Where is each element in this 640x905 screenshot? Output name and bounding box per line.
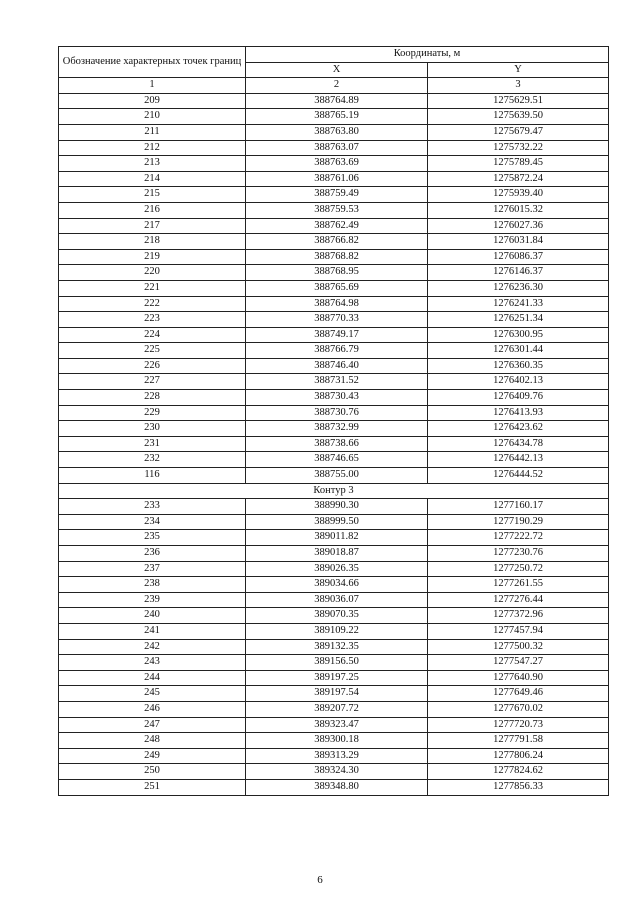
point-number-cell: 209 [59,93,246,109]
table-row [59,249,609,265]
point-number-cell: 217 [59,218,246,234]
table-row [59,670,609,686]
y-coordinate-cell: 1276434.78 [428,436,609,452]
table-row [59,327,609,343]
x-column-header: X [246,62,428,78]
y-coordinate-cell: 1275789.45 [428,156,609,172]
point-number-cell: 234 [59,514,246,530]
y-coordinate-cell: 1276402.13 [428,374,609,390]
y-coordinate-cell: 1276015.32 [428,202,609,218]
table-row [59,374,609,390]
table-row [59,312,609,328]
point-number-cell: 239 [59,592,246,608]
x-coordinate-cell: 389156.50 [246,655,428,671]
table-row [59,592,609,608]
y-coordinate-cell: 1277457.94 [428,623,609,639]
x-coordinate-cell: 388755.00 [246,468,428,484]
y-coordinate-cell: 1276442.13 [428,452,609,468]
x-coordinate-cell: 389018.87 [246,546,428,562]
x-coordinate-cell: 389197.25 [246,670,428,686]
table-row [59,109,609,125]
point-number-cell: 222 [59,296,246,312]
table-row [59,514,609,530]
y-coordinate-cell: 1277160.17 [428,499,609,515]
point-number-cell: 236 [59,546,246,562]
table-row [59,561,609,577]
x-coordinate-cell: 389348.80 [246,779,428,795]
table-row [59,171,609,187]
y-coordinate-cell: 1277791.58 [428,733,609,749]
y-coordinate-cell: 1276409.76 [428,390,609,406]
y-coordinate-cell: 1277190.29 [428,514,609,530]
y-coordinate-cell: 1275639.50 [428,109,609,125]
point-number-cell: 244 [59,670,246,686]
section-row [59,483,609,499]
table-row [59,452,609,468]
y-coordinate-cell: 1277720.73 [428,717,609,733]
x-coordinate-cell: 388766.82 [246,234,428,250]
y-coordinate-cell: 1277230.76 [428,546,609,562]
point-number-cell: 240 [59,608,246,624]
y-coordinate-cell: 1276413.93 [428,405,609,421]
x-coordinate-cell: 388761.06 [246,171,428,187]
y-coordinate-cell: 1276031.84 [428,234,609,250]
point-number-cell: 241 [59,623,246,639]
x-coordinate-cell: 388763.80 [246,124,428,140]
column-number-3: 3 [428,78,609,94]
x-coordinate-cell: 388749.17 [246,327,428,343]
table-row [59,405,609,421]
point-number-cell: 226 [59,358,246,374]
table-row [59,717,609,733]
x-coordinate-cell: 388763.69 [246,156,428,172]
x-coordinate-cell: 389011.82 [246,530,428,546]
table-row [59,265,609,281]
table-body [59,93,609,795]
table-row [59,140,609,156]
table-row [59,655,609,671]
x-coordinate-cell: 388738.66 [246,436,428,452]
y-coordinate-cell: 1277372.96 [428,608,609,624]
x-coordinate-cell: 388768.95 [246,265,428,281]
y-coordinate-cell: 1277824.62 [428,764,609,780]
table-row [59,499,609,515]
y-coordinate-cell: 1275872.24 [428,171,609,187]
y-coordinate-cell: 1276360.35 [428,358,609,374]
point-number-cell: 245 [59,686,246,702]
coordinates-table [58,46,609,796]
table-row [59,608,609,624]
point-number-cell: 224 [59,327,246,343]
point-number-cell: 248 [59,733,246,749]
y-coordinate-cell: 1276241.33 [428,296,609,312]
point-number-cell: 235 [59,530,246,546]
x-coordinate-cell: 388770.33 [246,312,428,328]
y-coordinate-cell: 1275629.51 [428,93,609,109]
y-coordinate-cell: 1276027.36 [428,218,609,234]
point-number-cell: 243 [59,655,246,671]
y-coordinate-cell: 1277806.24 [428,748,609,764]
point-number-cell: 233 [59,499,246,515]
table-row [59,701,609,717]
table-row [59,358,609,374]
y-coordinate-cell: 1277649.46 [428,686,609,702]
point-designation-header: Обозначение характерных точек границ [59,47,246,78]
x-coordinate-cell: 389034.66 [246,577,428,593]
table-row [59,187,609,203]
table-row [59,93,609,109]
y-coordinate-cell: 1277640.90 [428,670,609,686]
x-coordinate-cell: 388732.99 [246,421,428,437]
point-number-cell: 214 [59,171,246,187]
x-coordinate-cell: 389197.54 [246,686,428,702]
table-row [59,530,609,546]
table-row [59,733,609,749]
point-number-cell: 215 [59,187,246,203]
y-coordinate-cell: 1277261.55 [428,577,609,593]
point-number-cell: 232 [59,452,246,468]
section-label: Контур 3 [59,483,609,499]
x-coordinate-cell: 388731.52 [246,374,428,390]
x-coordinate-cell: 388764.89 [246,93,428,109]
point-number-cell: 223 [59,312,246,328]
table-row [59,234,609,250]
point-number-cell: 238 [59,577,246,593]
x-coordinate-cell: 389313.29 [246,748,428,764]
point-number-cell: 216 [59,202,246,218]
x-coordinate-cell: 389026.35 [246,561,428,577]
y-coordinate-cell: 1277222.72 [428,530,609,546]
y-coordinate-cell: 1277670.02 [428,701,609,717]
y-coordinate-cell: 1277547.27 [428,655,609,671]
y-column-header: Y [428,62,609,78]
column-number-2: 2 [246,78,428,94]
point-number-cell: 218 [59,234,246,250]
point-number-cell: 249 [59,748,246,764]
table-row [59,280,609,296]
table-row [59,686,609,702]
point-number-cell: 237 [59,561,246,577]
page-number: 6 [317,874,323,886]
point-number-cell: 211 [59,124,246,140]
y-coordinate-cell: 1276300.95 [428,327,609,343]
x-coordinate-cell: 388764.98 [246,296,428,312]
x-coordinate-cell: 389070.35 [246,608,428,624]
table-row [59,343,609,359]
point-number-cell: 116 [59,468,246,484]
x-coordinate-cell: 388746.40 [246,358,428,374]
x-coordinate-cell: 388730.43 [246,390,428,406]
table-row [59,124,609,140]
point-number-cell: 229 [59,405,246,421]
table-row [59,436,609,452]
point-number-cell: 250 [59,764,246,780]
y-coordinate-cell: 1276086.37 [428,249,609,265]
y-coordinate-cell: 1277250.72 [428,561,609,577]
y-coordinate-cell: 1275679.47 [428,124,609,140]
point-number-cell: 212 [59,140,246,156]
y-coordinate-cell: 1276444.52 [428,468,609,484]
x-coordinate-cell: 389207.72 [246,701,428,717]
x-coordinate-cell: 389324.30 [246,764,428,780]
y-coordinate-cell: 1276251.34 [428,312,609,328]
table-row [59,202,609,218]
point-number-cell: 247 [59,717,246,733]
table-row [59,639,609,655]
table-row [59,748,609,764]
y-coordinate-cell: 1276301.44 [428,343,609,359]
y-coordinate-cell: 1277856.33 [428,779,609,795]
y-coordinate-cell: 1276146.37 [428,265,609,281]
point-number-cell: 227 [59,374,246,390]
x-coordinate-cell: 388999.50 [246,514,428,530]
table-row [59,623,609,639]
x-coordinate-cell: 389323.47 [246,717,428,733]
x-coordinate-cell: 388763.07 [246,140,428,156]
point-number-cell: 219 [59,249,246,265]
x-coordinate-cell: 388766.79 [246,343,428,359]
y-coordinate-cell: 1276423.62 [428,421,609,437]
x-coordinate-cell: 388768.82 [246,249,428,265]
point-number-cell: 228 [59,390,246,406]
point-number-cell: 230 [59,421,246,437]
y-coordinate-cell: 1275732.22 [428,140,609,156]
x-coordinate-cell: 388746.65 [246,452,428,468]
table-row [59,421,609,437]
x-coordinate-cell: 388765.19 [246,109,428,125]
point-number-cell: 210 [59,109,246,125]
table-row [59,577,609,593]
x-coordinate-cell: 389036.07 [246,592,428,608]
table-header [59,47,609,94]
table-row [59,546,609,562]
point-number-cell: 220 [59,265,246,281]
point-number-cell: 242 [59,639,246,655]
point-number-cell: 213 [59,156,246,172]
table-row [59,390,609,406]
y-coordinate-cell: 1277276.44 [428,592,609,608]
x-coordinate-cell: 388765.69 [246,280,428,296]
x-coordinate-cell: 388759.49 [246,187,428,203]
table-row [59,156,609,172]
x-coordinate-cell: 388730.76 [246,405,428,421]
x-coordinate-cell: 389300.18 [246,733,428,749]
table-row [59,218,609,234]
column-number-1: 1 [59,78,246,94]
x-coordinate-cell: 388759.53 [246,202,428,218]
table-row [59,296,609,312]
table-row [59,764,609,780]
x-coordinate-cell: 389109.22 [246,623,428,639]
point-number-cell: 251 [59,779,246,795]
table-row [59,468,609,484]
y-coordinate-cell: 1277500.32 [428,639,609,655]
coordinates-header: Координаты, м [246,47,609,63]
x-coordinate-cell: 389132.35 [246,639,428,655]
point-number-cell: 225 [59,343,246,359]
point-number-cell: 221 [59,280,246,296]
y-coordinate-cell: 1275939.40 [428,187,609,203]
y-coordinate-cell: 1276236.30 [428,280,609,296]
x-coordinate-cell: 388762.49 [246,218,428,234]
point-number-cell: 231 [59,436,246,452]
table-row [59,779,609,795]
point-number-cell: 246 [59,701,246,717]
x-coordinate-cell: 388990.30 [246,499,428,515]
